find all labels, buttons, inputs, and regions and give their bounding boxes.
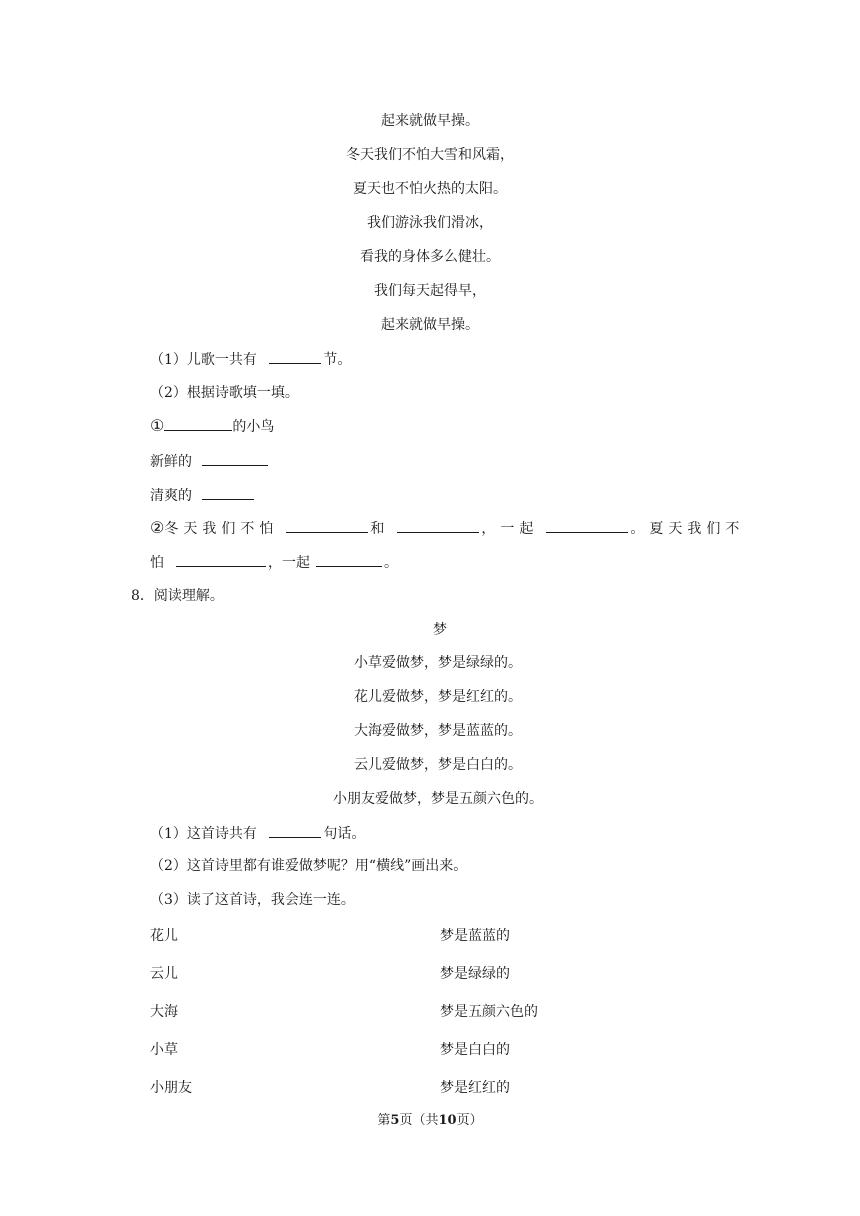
- q7-item1: [150, 416, 274, 437]
- match-left-item[interactable]: 小朋友: [150, 1080, 192, 1096]
- total-page-number: 10: [438, 1113, 457, 1128]
- item-marker: ②: [150, 518, 165, 537]
- q7-cool: [150, 485, 254, 506]
- answer-blank[interactable]: [202, 485, 254, 500]
- poem-line: 起来就做早操。: [381, 113, 479, 129]
- footer-text: 第: [377, 1113, 391, 1128]
- q7-sub1-prefix: （1）儿歌一共有: [150, 352, 257, 368]
- q7-item2-line1: [150, 518, 744, 539]
- match-right-item[interactable]: 梦是蓝蓝的: [440, 928, 510, 944]
- poem-line: 大海爱做梦，梦是蓝蓝的。: [354, 723, 522, 739]
- q8-heading: 8．阅读理解。: [131, 588, 224, 604]
- answer-blank[interactable]: [164, 416, 232, 431]
- q8-sub1-suffix: 句话。: [323, 826, 366, 842]
- match-right-item[interactable]: 梦是白白的: [440, 1042, 510, 1058]
- answer-blank[interactable]: [202, 451, 268, 466]
- q7-sub1-suffix: 节。: [323, 352, 352, 368]
- q8-sub3: （3）读了这首诗，我会连一连。: [150, 892, 355, 908]
- q7-sub2: （2）根据诗歌填一填。: [150, 385, 299, 401]
- footer-text: 页）: [456, 1113, 483, 1128]
- q8-sub1: [150, 823, 365, 844]
- poem-line: 小朋友爱做梦，梦是五颜六色的。: [333, 791, 543, 807]
- poem-title: 梦: [433, 622, 447, 638]
- match-right-item[interactable]: 梦是红红的: [440, 1080, 510, 1096]
- poem-line: 花儿爱做梦，梦是红红的。: [354, 689, 522, 705]
- poem-line: 起来就做早操。: [381, 317, 479, 333]
- answer-blank[interactable]: [316, 552, 382, 567]
- poem-line: 看我的身体多么健壮。: [360, 249, 500, 265]
- answer-blank[interactable]: [269, 823, 321, 838]
- poem-line: 我们每天起得早，: [374, 283, 486, 299]
- match-right-item[interactable]: 梦是五颜六色的: [440, 1004, 538, 1020]
- answer-blank[interactable]: [176, 552, 266, 567]
- poem-line: 冬天我们不怕大雪和风霜，: [346, 147, 514, 163]
- item2-text-b: 和: [370, 521, 390, 537]
- item2-text-e: 怕: [150, 555, 164, 571]
- match-left-item[interactable]: 花儿: [150, 928, 178, 944]
- q7-fresh: [150, 451, 268, 472]
- item2-text-d: 。夏天我们不: [630, 521, 745, 537]
- poem-line: 夏天也不怕火热的太阳。: [353, 181, 507, 197]
- page-footer: [0, 1111, 860, 1131]
- match-left-item[interactable]: 云儿: [150, 966, 178, 982]
- q8-sub2: （2）这首诗里都有谁爱做梦呢？用“横线”画出来。: [150, 858, 468, 874]
- match-right-item[interactable]: 梦是绿绿的: [440, 966, 510, 982]
- poem-line: 云儿爱做梦，梦是白白的。: [354, 757, 522, 773]
- item1-suffix: 的小鸟: [232, 419, 275, 435]
- item2-text-f: ，一起: [268, 555, 310, 571]
- poem-line: 我们游泳我们滑冰，: [367, 215, 493, 231]
- q7-sub1: [150, 349, 351, 370]
- match-left-item[interactable]: 小草: [150, 1042, 178, 1058]
- answer-blank[interactable]: [269, 349, 321, 364]
- match-left-item[interactable]: 大海: [150, 1004, 178, 1020]
- cool-label: 清爽的: [150, 488, 192, 504]
- q7-item2-line2: [150, 552, 398, 573]
- answer-blank[interactable]: [286, 518, 368, 533]
- answer-blank[interactable]: [546, 518, 628, 533]
- item-marker: ①: [150, 416, 165, 435]
- current-page-number: 5: [390, 1113, 400, 1128]
- item2-text-g: 。: [384, 555, 398, 571]
- poem-line: 小草爱做梦，梦是绿绿的。: [354, 655, 522, 671]
- fresh-label: 新鲜的: [150, 454, 192, 470]
- item2-text-a: 冬天我们不怕: [164, 521, 279, 537]
- footer-text: 页（共: [399, 1113, 439, 1128]
- item2-text-c: ，一起: [481, 521, 539, 537]
- answer-blank[interactable]: [397, 518, 479, 533]
- q8-sub1-prefix: （1）这首诗共有: [150, 826, 257, 842]
